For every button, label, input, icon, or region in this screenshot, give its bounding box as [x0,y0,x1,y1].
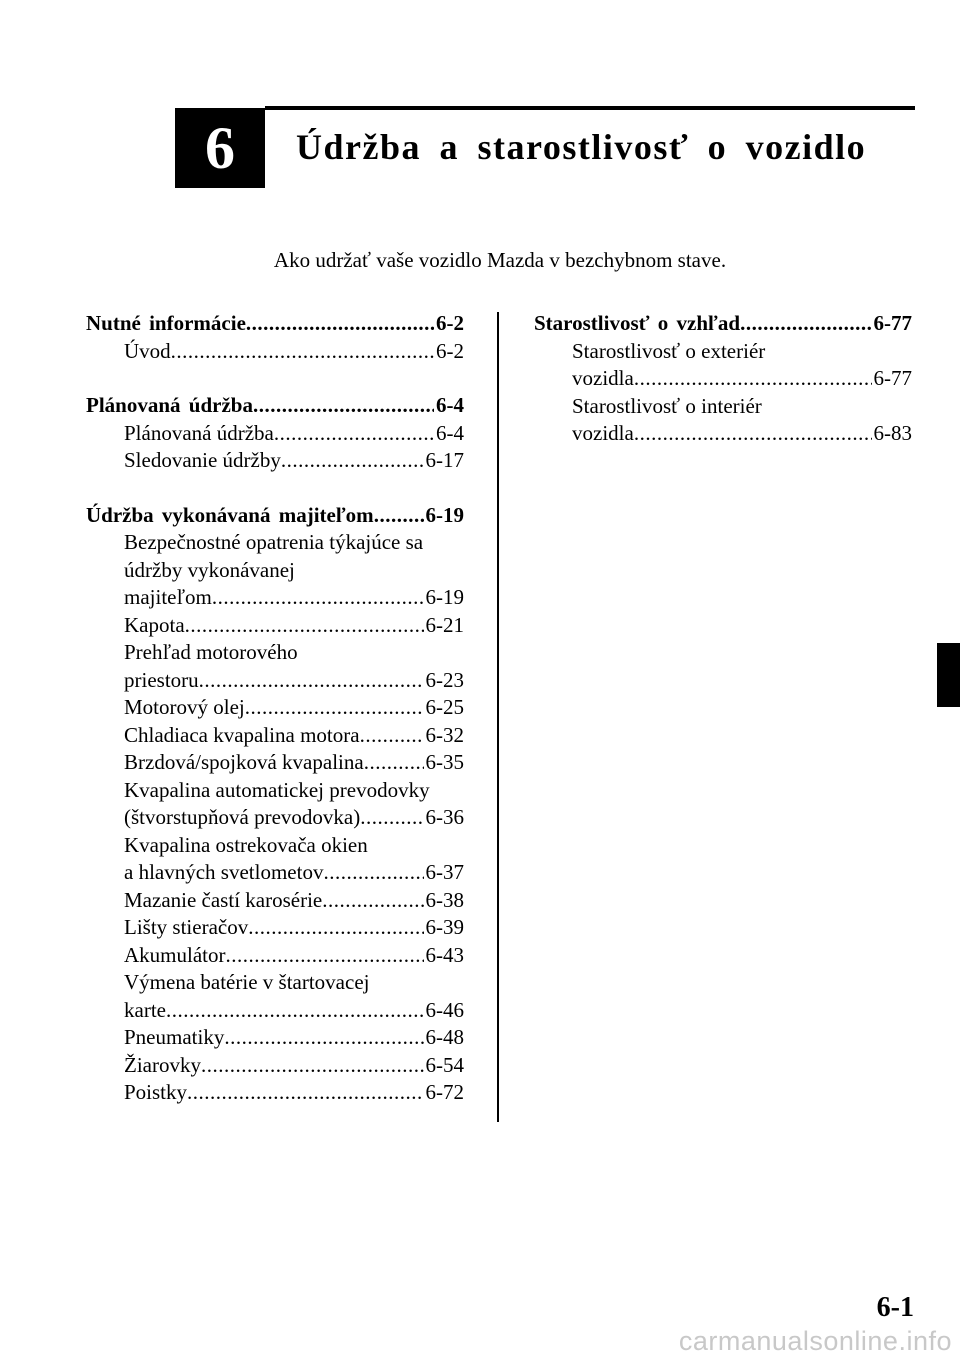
toc-entry-text: Brzdová/spojková kvapalina [124,750,364,774]
toc-section-heading[interactable] [86,392,464,420]
toc-entry-text: Kvapalina ostrekovača okien [124,832,368,857]
dot-leader [185,612,424,640]
toc-page-ref: 6-46 [425,997,464,1022]
toc-page-ref: 6-77 [873,311,912,335]
toc-entry-text: Kvapalina automatickej prevodovky [124,777,430,802]
toc-section [86,310,464,365]
toc-entry-text: Poistky [124,1080,188,1104]
toc-entry-text: Motorový olej [124,695,245,719]
dot-leader [171,338,434,366]
toc-entry[interactable] [534,338,912,366]
chapter-title: Údržba a starostlivosť o vozidlo [296,127,867,167]
dot-leader [364,749,424,777]
toc-entry[interactable] [86,1052,464,1080]
toc-entry-text: Údržba vykonávaná majiteľom [86,502,374,527]
toc-entry[interactable] [534,420,912,448]
dot-leader [248,914,423,942]
toc-entry-text: a hlavných svetlometov [124,860,324,884]
toc-page-ref: 6-72 [425,1080,464,1104]
toc-entry-text: Výmena batérie v štartovacej [124,970,370,994]
toc-entry-text: priestoru [124,667,199,692]
toc-page-ref: 6-83 [873,421,912,445]
toc-entry[interactable] [86,722,464,750]
toc-entry-text: (štvorstupňová prevodovka) [124,805,361,829]
toc-entry-text: Plánovaná údržba [86,393,253,417]
chapter-thumb-tab [937,643,960,707]
toc-entry[interactable] [86,942,464,970]
toc-entry-text: karte [124,997,166,1022]
toc-page-ref: 6-43 [425,942,464,967]
toc-entry[interactable] [86,1024,464,1052]
toc-section [534,310,912,448]
toc-page-ref: 6-25 [425,695,464,719]
dot-leader [166,997,424,1025]
toc-entry[interactable] [86,832,464,860]
chapter-number-box [175,108,265,188]
dot-leader [323,859,423,887]
toc-entry[interactable] [86,777,464,805]
toc-entry[interactable] [86,887,464,915]
toc-entry-text: údržby vykonávanej [124,557,295,582]
watermark: carmanualsonline.info [678,1326,952,1356]
dot-leader [360,722,424,750]
toc-entry-text: Úvod [124,338,171,363]
toc-entry[interactable] [86,584,464,612]
toc-entry[interactable] [86,914,464,942]
toc-entry[interactable] [86,804,464,832]
toc-entry-text: Chladiaca kvapalina motora [124,722,360,747]
toc-entry-text: Akumulátor [124,942,226,967]
toc-page-ref: 6-39 [425,915,464,939]
toc-entry-text: Plánovaná údržba [124,420,274,445]
header-rule [265,106,915,110]
dot-leader [274,420,434,448]
toc-entry[interactable] [86,639,464,667]
toc-page-ref: 6-36 [425,805,464,829]
toc-entry-text: Kapota [124,612,185,637]
toc-right-column [534,310,912,475]
toc-entry-text: majiteľom [124,585,212,609]
toc-page-ref: 6-19 [425,585,464,609]
toc-section-heading[interactable] [86,310,464,338]
toc-section [86,502,464,1107]
toc-entry[interactable] [86,557,464,585]
toc-page-ref: 6-19 [425,502,464,527]
toc-entry[interactable] [86,997,464,1025]
toc-page-ref: 6-2 [436,338,464,363]
toc-page-ref: 6-4 [436,420,464,445]
toc-page-ref: 6-38 [425,887,464,912]
toc-entry[interactable] [86,338,464,366]
dot-leader [199,667,424,695]
toc-entry-text: Bezpečnostné opatrenia týkajúce sa [124,530,424,554]
dot-leader [322,887,423,915]
toc-entry-text: Lišty stieračov [124,915,249,939]
dot-leader [224,1024,423,1052]
dot-leader [246,310,434,338]
dot-leader [634,420,872,448]
toc-page-ref: 6-21 [425,612,464,637]
dot-leader [212,584,424,612]
toc-entry[interactable] [86,859,464,887]
toc-entry[interactable] [86,1079,464,1107]
toc-entry-text: Mazanie častí karosérie [124,887,323,912]
toc-entry-text: Starostlivosť o interiér [572,393,762,418]
toc-left-column [86,310,464,1134]
page-number: 6-1 [876,1292,914,1323]
dot-leader [634,365,872,393]
toc-entry[interactable] [86,749,464,777]
toc-page-ref: 6-4 [436,393,464,417]
toc-entry-text: Starostlivosť o vzhľad [534,311,741,335]
toc-page-ref: 6-54 [425,1052,464,1077]
toc-entry-text: vozidla [572,421,634,445]
toc-entry[interactable] [86,529,464,557]
toc-entry-text: Žiarovky [124,1052,201,1077]
dot-leader [374,502,424,530]
toc-entry-text: Nutné informácie [86,311,246,335]
chapter-subtitle: Ako udržať vaše vozidlo Mazda v bezchybnom stave. [273,248,727,272]
column-divider [497,312,499,1122]
toc-page-ref: 6-32 [425,722,464,747]
chapter-number: 6 [205,114,235,181]
dot-leader [253,392,434,420]
toc-page-ref: 6-37 [425,860,464,884]
dot-leader [245,694,424,722]
dot-leader [740,310,871,338]
toc-entry-text: Starostlivosť o exteriér [572,338,766,363]
toc-page-ref: 6-35 [425,750,464,774]
dot-leader [201,1052,424,1080]
toc-section-heading[interactable] [534,310,912,338]
toc-section-heading[interactable] [86,502,464,530]
dot-leader [281,447,424,475]
toc-entry[interactable] [86,612,464,640]
toc-page-ref: 6-2 [436,311,464,335]
toc-section [86,392,464,475]
toc-entry-text: Prehľad motorového [124,640,298,664]
dot-leader [187,1079,423,1107]
toc-entry[interactable] [86,420,464,448]
toc-entry[interactable] [86,667,464,695]
toc-entry[interactable] [86,969,464,997]
toc-entry[interactable] [86,447,464,475]
dot-leader [360,804,423,832]
toc-page-ref: 6-77 [873,366,912,390]
toc-entry[interactable] [86,694,464,722]
dot-leader [225,942,423,970]
toc-entry-text: vozidla [572,366,634,390]
toc-page-ref: 6-17 [425,448,464,472]
toc-page-ref: 6-23 [425,667,464,692]
toc-entry[interactable] [534,365,912,393]
toc-page-ref: 6-48 [425,1025,464,1049]
toc-entry-text: Sledovanie údržby [124,448,281,472]
toc-entry[interactable] [534,393,912,421]
toc-entry-text: Pneumatiky [124,1025,225,1049]
